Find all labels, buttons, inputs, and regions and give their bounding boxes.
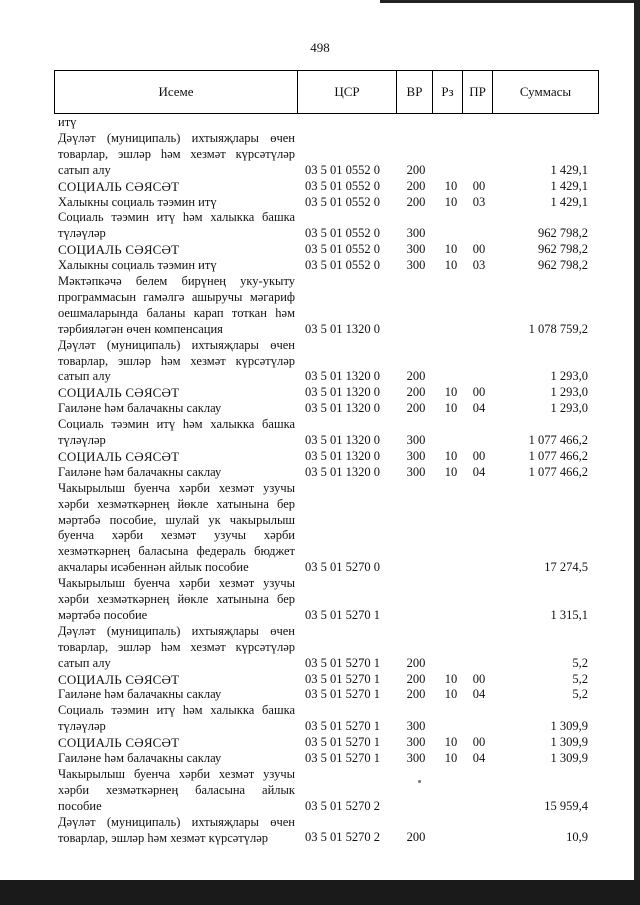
row-name [58, 115, 295, 131]
row-vr: 300 [406, 448, 426, 463]
row-name-line: СОЦИАЛЬ СӘЯСӘТ [58, 385, 180, 401]
row-pr: 04 [472, 751, 486, 765]
row-pr: 00 [472, 671, 486, 686]
row-csr: 03 5 01 5270 2 [305, 798, 380, 813]
table-row [0, 703, 640, 735]
table-row [0, 735, 640, 751]
row-csr: 03 5 01 5270 1 [305, 751, 380, 765]
row-name-line: түләүләр [58, 719, 106, 734]
row-name-line: Дәүләт (муниципаль) ихтыяҗлары өчен [58, 130, 295, 145]
row-vr: 200 [406, 369, 426, 384]
row-name [58, 449, 295, 465]
row-name [58, 687, 295, 703]
table-row [0, 417, 640, 449]
row-name [58, 401, 295, 417]
row-name [58, 767, 295, 815]
table-row [0, 385, 640, 401]
table-row [0, 179, 640, 195]
row-name-line: хәрби хезмәткәрнең йөкле хатынына бер [58, 496, 295, 511]
row-name [58, 751, 295, 767]
row-sum: 962 798,2 [538, 226, 588, 241]
row-name-line: хәрби хезмәткәрнең баласына айлык [58, 782, 295, 797]
row-csr: 03 5 01 0552 0 [305, 258, 380, 273]
row-name [58, 131, 295, 179]
row-sum: 1 315,1 [550, 607, 588, 622]
row-name-line: Дәүләт (муниципаль) ихтыяҗлары өчен [58, 623, 295, 638]
table-row [0, 767, 640, 815]
row-vr: 300 [406, 242, 426, 257]
row-name-line: Социаль тәэмин итү һәм халыкка башка [58, 210, 295, 225]
row-name-line: оешмаларында баланы карап тоткан һәм [58, 305, 295, 320]
row-name-line: тәрбияләгән өчен компенсация [58, 321, 223, 336]
row-pr: 00 [472, 242, 486, 257]
row-sum: 5,2 [572, 671, 588, 686]
header-pr: ПР [463, 71, 493, 113]
row-vr: 300 [406, 719, 426, 734]
row-name [58, 703, 295, 735]
row-vr: 200 [406, 401, 426, 416]
table-row [0, 195, 640, 211]
row-rz: 10 [444, 178, 458, 193]
row-name [58, 576, 295, 624]
row-sum: 1 429,1 [550, 194, 588, 209]
page-number: 498 [310, 40, 330, 55]
row-name-line: Социаль тәэмин итү һәм халыкка башка [58, 703, 295, 718]
table-row [0, 131, 640, 179]
row-csr: 03 5 01 0552 0 [305, 178, 380, 193]
row-name-line: түләүләр [58, 433, 106, 447]
table-row [0, 687, 640, 703]
row-csr: 03 5 01 5270 1 [305, 671, 380, 686]
row-name-line: товарлар, эшләр һәм хезмәт күрсәтүләр [58, 146, 295, 161]
table-row [0, 274, 640, 338]
row-name-line: Халыкны социаль тәэмин итү [58, 258, 217, 273]
table-row [0, 242, 640, 258]
row-name-line: СОЦИАЛЬ СӘЯСӘТ [58, 735, 180, 751]
row-name [58, 815, 295, 847]
row-csr: 03 5 01 5270 1 [305, 735, 380, 750]
row-rz: 10 [444, 385, 458, 400]
row-csr: 03 5 01 1320 0 [305, 401, 380, 416]
row-vr: 300 [406, 258, 426, 273]
row-rz: 10 [444, 751, 458, 765]
row-name-line: СОЦИАЛЬ СӘЯСӘТ [58, 242, 180, 258]
row-sum: 1 293,0 [550, 369, 588, 384]
row-name [58, 672, 295, 688]
row-name-line: мәртәбә пособие, шулай ук чакырылыш [58, 512, 295, 527]
row-name [58, 417, 295, 449]
row-name [58, 179, 295, 195]
row-sum: 1 309,9 [550, 751, 588, 765]
row-csr: 03 5 01 1320 0 [305, 385, 380, 400]
row-csr: 03 5 01 0552 0 [305, 162, 380, 177]
row-rz: 10 [444, 194, 458, 209]
row-name [58, 465, 295, 481]
row-name-line: Мәктәпкәчә белем бирүнең уку-укыту [58, 274, 295, 288]
row-rz: 10 [444, 242, 458, 257]
row-name [58, 338, 295, 386]
row-name-line: Гаиләне һәм балачакны саклау [58, 464, 222, 479]
row-name-line: товарлар, эшләр һәм хезмәт күрсәтүләр [58, 639, 295, 654]
row-name-line: Чакырылыш буенча хәрби хезмәт узучы [58, 766, 295, 781]
row-csr: 03 5 01 5270 1 [305, 687, 380, 702]
row-rz: 10 [444, 687, 458, 702]
row-name-line: сатып алу [58, 162, 111, 177]
row-name [58, 274, 295, 338]
row-csr: 03 5 01 0552 0 [305, 226, 380, 241]
row-csr: 03 5 01 5270 1 [305, 719, 380, 734]
row-vr: 200 [406, 178, 426, 193]
row-name-line: итү [58, 115, 77, 129]
row-name-line: Гаиләне һәм балачакны саклау [58, 401, 222, 416]
row-vr: 200 [406, 162, 426, 177]
row-sum: 1 077 466,2 [528, 448, 588, 463]
row-csr: 03 5 01 1320 0 [305, 321, 380, 336]
row-vr: 300 [406, 226, 426, 241]
row-name-line: акчалары исәбеннән айлык пособие [58, 560, 249, 575]
row-vr: 200 [406, 194, 426, 209]
row-name-line: Гаиләне һәм балачакны саклау [58, 751, 222, 765]
row-rz: 10 [444, 735, 458, 750]
table-row [0, 338, 640, 386]
header-vr: ВР [397, 71, 433, 113]
row-sum: 1 078 759,2 [528, 321, 588, 336]
row-pr: 03 [472, 258, 486, 273]
row-csr: 03 5 01 5270 1 [305, 655, 380, 670]
row-name-line: программасын гамәлгә ашыручы мәгариф [58, 289, 295, 304]
row-name [58, 258, 295, 274]
row-pr: 00 [472, 448, 486, 463]
row-vr: 200 [406, 655, 426, 670]
row-name-line: Дәүләт (муниципаль) ихтыяҗлары өчен [58, 814, 295, 829]
header-name: Исеме [55, 71, 298, 113]
row-name [58, 195, 295, 211]
row-pr: 04 [472, 464, 486, 479]
row-csr: 03 5 01 0552 0 [305, 242, 380, 257]
table-row [0, 672, 640, 688]
row-sum: 1 309,9 [550, 719, 588, 734]
row-rz: 10 [444, 448, 458, 463]
row-name-line: товарлар, эшләр һәм хезмәт күрсәтүләр [58, 353, 295, 368]
row-vr: 200 [406, 671, 426, 686]
scan-bottom-edge [0, 880, 640, 905]
row-name-line: сатып алу [58, 655, 111, 670]
row-name-line: Дәүләт (муниципаль) ихтыяҗлары өчен [58, 337, 295, 352]
row-name [58, 624, 295, 672]
row-pr: 04 [472, 687, 486, 702]
row-sum: 962 798,2 [538, 258, 588, 273]
row-sum: 1 309,9 [550, 735, 588, 750]
table-row [0, 751, 640, 767]
row-pr: 03 [472, 194, 486, 209]
row-csr: 03 5 01 1320 0 [305, 369, 380, 384]
row-name [58, 210, 295, 242]
table-row [0, 258, 640, 274]
row-pr: 00 [472, 385, 486, 400]
row-rz: 10 [444, 401, 458, 416]
row-csr: 03 5 01 1320 0 [305, 432, 380, 447]
row-csr: 03 5 01 5270 0 [305, 560, 380, 575]
row-name-line: товарлар, эшләр һәм хезмәт күрсәтүләр [58, 830, 269, 845]
row-vr: 300 [406, 751, 426, 765]
row-csr: 03 5 01 0552 0 [305, 194, 380, 209]
header-rz: Рз [433, 71, 463, 113]
table-row [0, 815, 640, 847]
row-name-line: түләүләр [58, 226, 106, 241]
row-sum: 1 077 466,2 [528, 464, 588, 479]
row-rz: 10 [444, 464, 458, 479]
table-row [0, 401, 640, 417]
row-name [58, 481, 295, 576]
row-vr: 300 [406, 464, 426, 479]
row-sum: 1 293,0 [550, 401, 588, 416]
row-sum: 5,2 [572, 655, 588, 670]
row-name [58, 242, 295, 258]
row-name-line: хәрби хезмәткәрнең йөкле хатынына бер [58, 592, 295, 606]
row-rz: 10 [444, 671, 458, 686]
row-csr: 03 5 01 5270 1 [305, 607, 380, 622]
row-sum: 15 959,4 [544, 798, 588, 813]
table-row [0, 449, 640, 465]
row-name-line: пособие [58, 798, 102, 813]
row-sum: 17 274,5 [544, 560, 588, 575]
row-vr: 300 [406, 735, 426, 750]
row-name-line: хезмәткәрнең баласына федераль бюджет [58, 544, 295, 559]
row-vr: 200 [406, 687, 426, 702]
row-sum: 1 077 466,2 [528, 432, 588, 447]
row-csr: 03 5 01 1320 0 [305, 448, 380, 463]
row-name-line: СОЦИАЛЬ СӘЯСӘТ [58, 448, 180, 464]
row-name-line: Чакырылыш буенча хәрби хезмәт узучы [58, 576, 295, 591]
row-pr: 04 [472, 401, 486, 416]
table-row [0, 465, 640, 481]
row-csr: 03 5 01 5270 2 [305, 830, 380, 845]
row-sum: 5,2 [572, 687, 588, 702]
row-sum: 962 798,2 [538, 242, 588, 257]
row-name-line: мәртәбә пособие [58, 607, 148, 622]
table-row [0, 210, 640, 242]
row-sum: 1 429,1 [550, 178, 588, 193]
row-name-line: сатып алу [58, 369, 111, 384]
row-vr: 200 [406, 830, 426, 845]
row-sum: 1 429,1 [550, 162, 588, 177]
row-pr: 00 [472, 178, 486, 193]
row-sum: 1 293,0 [550, 385, 588, 400]
table-row [0, 481, 640, 576]
row-name-line: Чакырылыш буенча хәрби хезмәт узучы [58, 480, 295, 495]
table-row [0, 115, 640, 131]
row-name [58, 385, 295, 401]
row-name-line: Гаиләне һәм балачакны саклау [58, 687, 222, 702]
row-csr: 03 5 01 1320 0 [305, 464, 380, 479]
row-name-line: СОЦИАЛЬ СӘЯСӘТ [58, 671, 180, 687]
table-row [0, 576, 640, 624]
row-pr: 00 [472, 735, 486, 750]
row-name-line: Социаль тәэмин итү һәм халыкка башка [58, 417, 295, 432]
row-name-line: Халыкны социаль тәэмин итү [58, 194, 217, 209]
header-sum: Суммасы [519, 84, 572, 99]
row-sum: 10,9 [566, 830, 588, 845]
table-row [0, 624, 640, 672]
row-rz: 10 [444, 258, 458, 273]
row-vr: 300 [406, 432, 426, 447]
row-name [58, 735, 295, 751]
header-csr: ЦСР [298, 71, 397, 113]
row-name-line: СОЦИАЛЬ СӘЯСӘТ [58, 178, 180, 194]
row-vr: 200 [406, 385, 426, 400]
row-name-line: буенча хәрби хезмәт узучы хәрби [58, 528, 295, 543]
